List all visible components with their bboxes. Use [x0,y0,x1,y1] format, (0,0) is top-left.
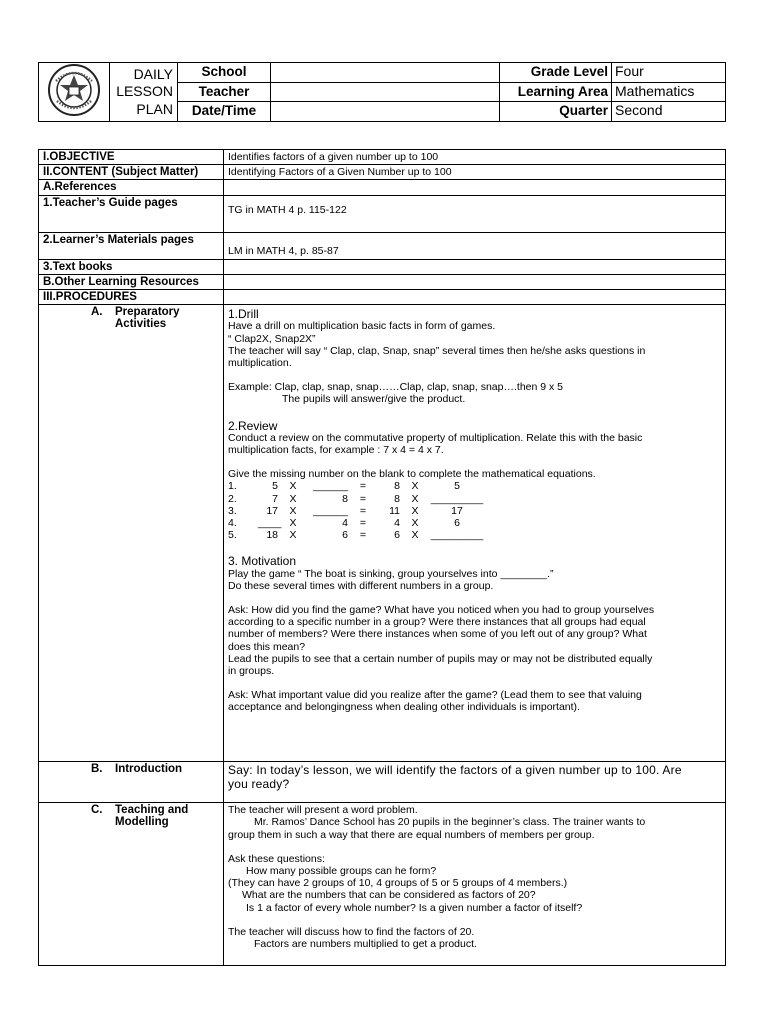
question-1: How many possible groups can he form? [246,865,437,878]
equation-row: 1. 5 X ______ = 8 X 5 [228,480,460,493]
references-row [39,180,726,195]
deped-seal-icon [47,63,101,117]
lm-label: 2.Learner’s Materials pages [39,232,224,259]
teaching-label-cell [39,803,224,966]
lm-cell [224,232,726,259]
header-table [38,62,726,122]
teacher-value [271,82,500,102]
introduction-label: Introduction [115,763,183,776]
lesson-plan-table [38,149,726,966]
teaching-row [39,803,726,966]
introduction-letter: B. [91,763,103,776]
teacher-label: Teacher [178,82,271,102]
preparatory-letter: A. [91,306,103,319]
ask-title: Ask these questions: [228,852,325,865]
textbooks-label: 3.Text books [39,259,224,274]
other-resources-value [224,274,726,289]
ask-line: in groups. [228,665,275,678]
procedures-label: III.PROCEDURES [39,290,224,305]
problem-line: Mr. Ramos’ Dance School has 20 pupils in the beginner’s class. The trainer wants to [254,816,646,829]
content-label: II.CONTENT (Subject Matter) [39,165,224,180]
question-1-answer: (They can have 2 groups of 10, 4 groups of 5 or 5 groups of 4 members.) [228,877,568,890]
ask-value-line: Ask: What important value did you realize after the game? (Lead them to see that valuing [228,689,642,702]
preparatory-label-1: Preparatory [115,306,180,319]
references-label: A.References [39,180,224,195]
introduction-content [224,762,726,803]
preparatory-label-cell [39,305,224,762]
example-line: Example: Clap, clap, snap, snap……Clap, clap, snap, snap….then 9 x 5 [228,381,564,394]
other-resources-label: B.Other Learning Resources [39,274,224,289]
motivation-line: Do these several times with different numbers in a group. [228,579,494,592]
plan-title: DAILY LESSON PLAN [110,63,178,122]
ask-line: Lead the pupils to see that a certain number of pupils may or may not be distributed equally [228,652,653,665]
preparatory-row [39,305,726,762]
ask-value-line: acceptance and belongingness when dealing other individuals is important). [228,701,580,714]
references-value [224,180,726,195]
motivation-line: Play the game “ The boat is sinking, group yourselves into ________.” [228,567,554,580]
datetime-value [271,102,500,122]
equation-row: 5. 18 X 6 = 6 X _________ [228,529,484,542]
quarter-value: Second [612,102,726,122]
introduction-line: you ready? [228,777,290,792]
question-2: What are the numbers that can be considered as factors of 20? [242,889,536,902]
ask-line: according to a specific number in a group? Were there instances that all groups had equal [228,616,646,629]
question-3: Is 1 a factor of every whole number? Is a given number a factor of itself? [246,901,583,914]
tg-row [39,195,726,232]
learning-area-value: Mathematics [612,82,726,102]
lm-row [39,232,726,259]
tg-label: 1.Teacher’s Guide pages [39,195,224,232]
drill-line: “ Clap2X, Snap2X” [228,332,316,345]
textbooks-row [39,259,726,274]
teaching-letter: C. [91,804,103,817]
teaching-line: The teacher will present a word problem. [228,804,418,817]
definition-line: Factors are numbers multiplied to get a product. [254,938,477,951]
lm-value: LM in MATH 4, p. 85-87 [228,244,339,257]
preparatory-content [224,305,726,762]
example-answer: The pupils will answer/give the product. [282,393,466,406]
equation-row: 4. ____ X 4 = 4 X 6 [228,517,460,530]
preparatory-label-2: Activities [115,318,167,331]
motivation-title: 3. Motivation [228,554,297,569]
missing-number-intro: Give the missing number on the blank to complete the mathematical equations. [228,468,596,481]
quarter-label: Quarter [500,102,612,122]
introduction-row [39,762,726,803]
objective-row [39,150,726,165]
review-line: Conduct a review on the commutative property of multiplication. Relate this with the basic [228,431,643,444]
review-line: multiplication facts, for example : 7 x 4 = 4 x 7. [228,444,444,457]
equations-list [228,480,721,541]
discuss-line: The teacher will discuss how to find the factors of 20. [228,925,475,938]
ask-line: number of members? Were there instances when some of you left out of any group? What [228,628,647,641]
teaching-label-2: Modelling [115,816,169,829]
learning-area-label: Learning Area [500,82,612,102]
drill-line: multiplication. [228,357,292,370]
procedures-value [224,290,726,305]
introduction-line: Say: In today’s lesson, we will identify the factors of a given number up to 100. Are [228,763,682,778]
equation-row: 2. 7 X 8 = 8 X _________ [228,492,484,505]
objective-label: I.OBJECTIVE [39,150,224,165]
grade-level-value: Four [612,63,726,83]
tg-cell [224,195,726,232]
introduction-label-cell [39,762,224,803]
datetime-label: Date/Time [178,102,271,122]
tg-value: TG in MATH 4 p. 115-122 [228,203,347,216]
school-label: School [178,63,271,83]
content-row [39,165,726,180]
equation-row: 3. 17 X ______ = 11 X 17 [228,504,463,517]
objective-value: Identifies factors of a given number up to 100 [224,150,726,165]
other-resources-row [39,274,726,289]
textbooks-value [224,259,726,274]
teaching-content [224,803,726,966]
drill-line: The teacher will say “ Clap, clap, Snap, snap” several times then he/she asks questions in [228,344,646,357]
problem-line: group them in such a way that there are equal numbers of members per group. [228,828,595,841]
ask-line: does this mean? [228,640,306,653]
review-title: 2.Review [228,418,278,433]
school-value [271,63,500,83]
content-value: Identifying Factors of a Given Number up to 100 [224,165,726,180]
teaching-label-1: Teaching and [115,804,189,817]
grade-level-label: Grade Level [500,63,612,83]
logo-cell [39,63,110,122]
ask-line: Ask: How did you find the game? What have you noticed when you had to group yourselves [228,604,655,616]
drill-title: 1.Drill [228,307,259,322]
drill-line: Have a drill on multiplication basic facts in form of games. [228,320,496,333]
procedures-row [39,290,726,305]
